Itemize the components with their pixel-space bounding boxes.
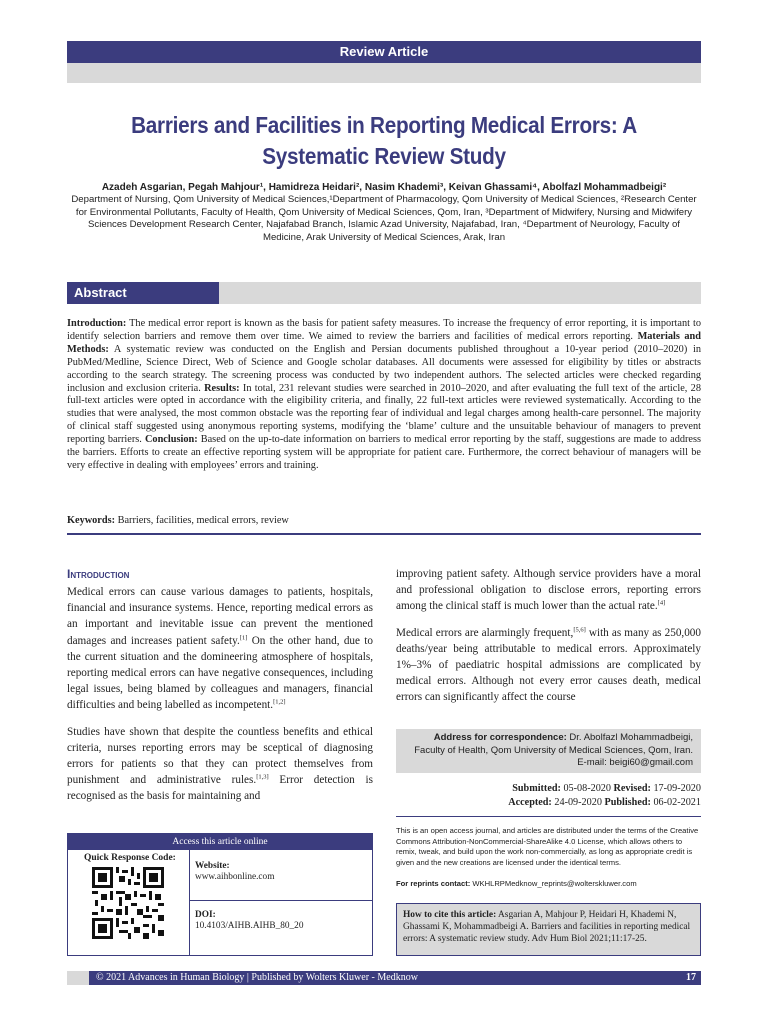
footer-grey-block xyxy=(67,971,89,985)
correspondence-address: Faculty of Health, Qom University of Medical Sciences, Qom, Iran. xyxy=(414,744,693,756)
abstract-results-label: Results: xyxy=(204,382,240,394)
article-dates xyxy=(396,782,701,810)
website-block xyxy=(195,861,274,883)
accepted-date: 24-09-2020 xyxy=(551,797,605,808)
revised-label: Revised: xyxy=(613,783,651,794)
reprints-label: For reprints contact: xyxy=(396,879,471,888)
header-grey-band xyxy=(67,63,701,83)
paragraph-text: Medical errors can cause various damages to patients, hospitals, financial and insurance systems. Hence, reporting medical errors as an important and inevitable issue can prevent the mentioned damages and increases patient safety. xyxy=(67,586,373,647)
citation-ref[interactable]: [5,6] xyxy=(573,625,586,633)
license-text: This is an open access journal, and articles are distributed under the terms of the Creative Commons Attribution-NonCommercial-ShareAlike 4.0 License, which allows others to remix, tweak, and build upon the work non-commercially, as long as appropriate credit is given and the new creations are licensed under the identical terms. xyxy=(396,826,699,867)
doi-link[interactable]: 10.4103/AIHB.AIHB_80_20 xyxy=(195,921,304,931)
body-column-left xyxy=(67,566,373,815)
abstract-results: In total, 231 relevant studies were searched in 2010–2020, and after evaluating the full text of the article, 28 full-text articles were opted in accordance with the eligibility criteria, and finally, 22 full-text articles were reviewed systematically. According to the studies that were analysed, the most common obstacle was the reporting fear of individual and legal charges among health-care personnel. The majority of clinical staff suggested using anonymous reporting systems, modifying the ‘blame’ culture and the unsuitable behaviour of managers to prevent reporting barriers. xyxy=(67,382,701,446)
article-title: Barriers and Facilities in Reporting Medical Errors: A Systematic Review Study xyxy=(131,112,637,169)
body-column-right xyxy=(396,566,701,716)
keywords-label: Keywords: xyxy=(67,515,116,526)
website-link[interactable]: www.aihbonline.com xyxy=(195,872,275,882)
citation-ref[interactable]: [4] xyxy=(657,599,666,607)
correspondence-name: Dr. Abolfazl Mohammadbeigi, xyxy=(566,732,693,743)
author-list: Azadeh Asgarian, Pegah Mahjour¹, Hamidreza Heidari², Nasim Khademi³, Keivan Ghassami⁴, Abolfazl Mohammadbeigi² xyxy=(101,182,667,193)
correspondence-box xyxy=(396,729,701,773)
reprints-contact xyxy=(396,879,701,890)
dates-divider xyxy=(396,816,701,817)
abstract-intro-label: Introduction: xyxy=(67,318,127,329)
body-paragraph xyxy=(67,724,373,805)
submitted-label: Submitted: xyxy=(512,783,561,794)
cite-text: Asgarian A, Mahjour P, Heidari H, Khademi N, Ghassami K, Mohammadbeigi A. Barriers and facilities in reporting medical errors: A systematic review study. Adv Hum Biol 2021;11:17-25. xyxy=(403,910,691,944)
how-to-cite-box xyxy=(396,903,701,956)
paragraph-text: Medical errors are alarmingly frequent, xyxy=(396,626,574,639)
abstract-body xyxy=(67,318,701,473)
abstract-conclusion: Based on the up-to-date information on barriers to medical error reporting by the staff, suggestions are made to address the barriers. Efforts to create an effective reporting system will be appropriate for patient care. Furthermore, the correct behaviour of managers will be very effective in dealing with employees’ errors and training. xyxy=(67,434,702,471)
abstract-heading: Abstract xyxy=(67,282,219,304)
keywords xyxy=(67,515,701,526)
doi-label: DOI: xyxy=(195,910,216,920)
footer-bar xyxy=(67,971,701,985)
qr-code-icon[interactable] xyxy=(92,867,164,939)
citation-ref[interactable]: [1,3] xyxy=(256,773,269,781)
footer-copyright: © 2021 Advances in Human Biology | Published by Wolters Kluwer - Medknow xyxy=(96,972,418,983)
page-number: 17 xyxy=(686,972,696,983)
access-divider-vertical xyxy=(189,850,190,956)
introduction-heading: Introduction xyxy=(67,567,130,581)
doi-block xyxy=(195,910,303,932)
access-heading: Access this article online xyxy=(68,834,372,850)
paragraph-text: Studies have shown that despite the countless benefits and ethical criteria, nurses reporting errors may be sceptical of diagnosing errors for patients so that they can protect themselves from punishment and administrative rules. xyxy=(67,725,373,787)
paragraph-text: improving patient safety. Although service providers have a moral and professional obligation to disclose errors, reporting errors among the clinical staff is much lower than the actual rate. xyxy=(396,568,701,613)
body-paragraph xyxy=(396,625,701,706)
qr-label: Quick Response Code: xyxy=(84,853,176,863)
abstract-intro: The medical error report is known as the basis for patient safety measures. To increase the frequency of error reporting, it is important to identify selection barriers and remove them over time. We aimed to review the barriers and facilities of medical errors reporting. xyxy=(67,318,701,342)
submitted-date: 05-08-2020 xyxy=(560,783,614,794)
paragraph-text: Error detection is recognised as the basis for maintaining and xyxy=(67,774,373,803)
cite-label: How to cite this article: xyxy=(403,910,497,920)
abstract-methods: A systematic review was conducted on the English and Persian documents published throughout a 10-year period (2010–2020) in PubMed/Medline, Science Direct, Web of Science and Google scholar databases. All documents were assessed for eligibility by titles or abstracts according to the search strategy. The screening process was conducted by two independent authors. The selected articles were checked regarding inclusion and exclusion criteria. xyxy=(67,343,701,394)
access-divider-horizontal xyxy=(189,900,373,901)
affiliations: Department of Nursing, Qom University of Medical Sciences,¹Department of Pharmacology, Qom University of Medical Sciences, ²Research Center for Environmental Pollutants, Faculty of Health, Qom University of Medical Sciences, Qom, Iran, ³Department of Midwifery, Nursing and Midwifery Sciences Development Research Center, Najafabad Branch, Islamic Azad University, Najafabad, Iran, ⁴Department of Neurology, Faculty of Medicine, Arak University of Medical Sciences, Arak, Iran xyxy=(71,194,697,243)
reprints-email[interactable]: WKHLRPMedknow_reprints@wolterskluwer.com xyxy=(470,879,637,888)
correspondence-label: Address for correspondence: xyxy=(433,732,567,743)
access-online-box xyxy=(67,833,373,956)
published-date: 06-02-2021 xyxy=(650,797,701,808)
body-paragraph xyxy=(396,566,701,615)
keywords-divider xyxy=(67,533,701,535)
correspondence-email[interactable]: E-mail: beigi60@gmail.com xyxy=(577,757,693,768)
citation-ref[interactable]: [1] xyxy=(239,633,248,641)
article-type-banner: Review Article xyxy=(67,41,701,63)
abstract-conclusion-label: Conclusion: xyxy=(144,434,198,446)
citation-ref[interactable]: [1,2] xyxy=(273,698,286,706)
revised-date: 17-09-2020 xyxy=(650,783,701,794)
published-label: Published: xyxy=(604,797,651,808)
accepted-label: Accepted: xyxy=(508,797,552,808)
abstract-methods-label: Materials and Methods: xyxy=(67,330,702,355)
website-label: Website: xyxy=(195,861,230,871)
paragraph-text: with as many as 250,000 deaths/year being attributable to medical errors. Approximately 1%–3% of paediatric hospital admissions are complicated by medical errors. Although not every error causes death, medical errors can significantly affect the course xyxy=(396,626,701,704)
keywords-text: Barriers, facilities, medical errors, review xyxy=(115,515,289,526)
body-paragraph xyxy=(67,584,373,714)
paragraph-text: On the other hand, due to the current situation and the domineering atmosphere of hospitals, reporting medical errors can have negative consequences, including legal issues, being blamed by colleagues and managers, financial difficulties and being labelled as incompetent. xyxy=(67,634,373,712)
